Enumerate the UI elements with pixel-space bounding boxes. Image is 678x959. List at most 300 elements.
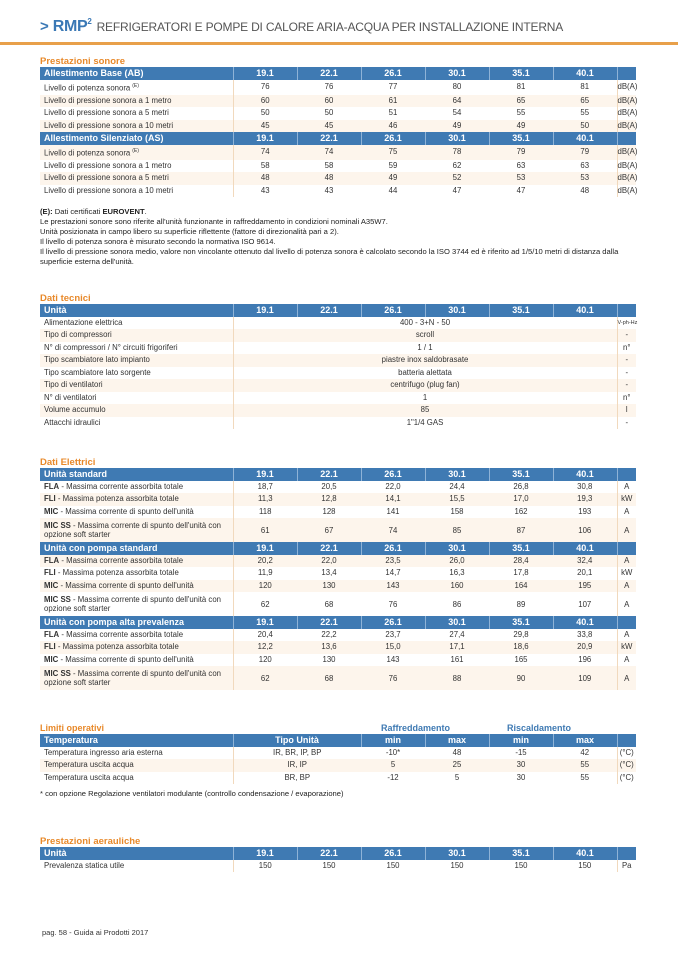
header-unit [617, 847, 636, 860]
row-value: 26,0 [425, 555, 489, 568]
header-model: 26.1 [361, 468, 425, 481]
row-label [40, 641, 233, 654]
note-text: Dati certificati [52, 207, 103, 216]
row-label: Tipo di ventilatori [40, 379, 233, 392]
row-label: N° di ventilatori [40, 392, 233, 405]
row-label-text: Livello di potenza sonora [44, 83, 131, 93]
row-unit: - [617, 354, 636, 367]
row-code: FLA [44, 481, 60, 491]
row-value: 27,4 [425, 629, 489, 642]
section-title: Limiti operativi [40, 723, 105, 733]
header-unit [617, 542, 636, 555]
row-label-text: - Massima potenza assorbita totale [55, 494, 179, 503]
row-unit: dB(A) [617, 120, 636, 133]
row-value: 62 [425, 160, 489, 173]
page-title: REFRIGERATORI E POMPE DI CALORE ARIA-ACQUA PER INSTALLAZIONE INTERNA [96, 20, 564, 34]
table-row [40, 317, 636, 330]
row-value: 400 - 3+N - 50 [233, 317, 617, 330]
table-row [40, 342, 636, 355]
section-title: Prestazioni aerauliche [40, 836, 141, 847]
row-value: 49 [361, 172, 425, 185]
brand-superscript: 2 [87, 17, 92, 26]
header-unit [617, 67, 636, 80]
table-header-row [40, 616, 636, 629]
row-label: Alimentazione elettrica [40, 317, 233, 330]
header-model: 26.1 [361, 542, 425, 555]
row-label-text: Livello di pressione sonora a 10 metri [44, 185, 174, 195]
row-label [40, 80, 233, 95]
row-value: 61 [233, 518, 297, 542]
row-value: -12 [361, 772, 425, 785]
row-label [40, 567, 233, 580]
table-row [40, 379, 636, 392]
table-header-row [40, 468, 636, 481]
brand-name [53, 18, 92, 36]
table-row [40, 592, 636, 616]
row-value: 68 [297, 592, 361, 616]
header-label: Unità con pompa alta prevalenza [40, 616, 233, 629]
row-code: FLA [44, 555, 60, 565]
table-row [40, 629, 636, 642]
cooling-label: Raffreddamento [381, 723, 451, 733]
header-cell [617, 734, 636, 747]
limits-section [40, 723, 636, 798]
header-model: 35.1 [489, 304, 553, 317]
note-bold: EUROVENT [102, 207, 145, 216]
table-header-row [40, 132, 636, 145]
table-row [40, 555, 636, 568]
row-value: 49 [425, 120, 489, 133]
row-value: 162 [489, 506, 553, 519]
row-value: 61 [361, 95, 425, 108]
row-value: 68 [297, 666, 361, 690]
row-value: 13,4 [297, 567, 361, 580]
limits-table [40, 734, 636, 784]
table-header-row [40, 304, 636, 317]
row-value: 85 [425, 518, 489, 542]
row-value: 78 [425, 145, 489, 160]
row-value: 19,3 [553, 493, 617, 506]
row-label [40, 518, 233, 542]
row-value: 106 [553, 518, 617, 542]
row-value: 63 [489, 160, 553, 173]
row-value: 20,9 [553, 641, 617, 654]
row-label-text: - Massima corrente di spunto dell'unità [58, 506, 194, 516]
header-model: 30.1 [425, 132, 489, 145]
row-value: 75 [361, 145, 425, 160]
row-unit: - [617, 379, 636, 392]
row-unit: dB(A) [617, 107, 636, 120]
row-label-text: - Massima corrente di spunto dell'unità con opzione soft starter [44, 521, 221, 539]
note-line: Le prestazioni sonore sono riferite all'unità funzionante in raffreddamento in condizioni nominali A35W7. [40, 217, 388, 226]
header-model: 35.1 [489, 132, 553, 145]
row-value: 13,6 [297, 641, 361, 654]
row-label: Temperatura uscita acqua [40, 772, 233, 785]
row-label [40, 654, 233, 667]
row-value: 196 [553, 654, 617, 667]
header-model: 22.1 [297, 132, 361, 145]
row-value: 90 [489, 666, 553, 690]
row-label-text: - Massima potenza assorbita totale [55, 642, 179, 651]
row-label [40, 107, 233, 120]
row-value: 15,0 [361, 641, 425, 654]
header-cell: max [425, 734, 489, 747]
row-value: 18,6 [489, 641, 553, 654]
row-value: 85 [233, 404, 617, 417]
header-model: 19.1 [233, 304, 297, 317]
row-value: 29,8 [489, 629, 553, 642]
row-value: 48 [233, 172, 297, 185]
row-value: 23,5 [361, 555, 425, 568]
table-header-row [40, 542, 636, 555]
row-label: Temperatura uscita acqua [40, 759, 233, 772]
row-unit: A [617, 666, 636, 690]
row-value: 47 [425, 185, 489, 198]
row-value: 48 [553, 185, 617, 198]
note-line: Unità posizionata in campo libero su superficie riflettente (fattore di direzionalità pari a 2). [40, 227, 339, 236]
row-value: 47 [489, 185, 553, 198]
row-label-sup: (E) [132, 82, 139, 89]
row-label-text: Livello di potenza sonora [44, 148, 131, 158]
header-cell: Tipo Unità [233, 734, 361, 747]
row-label [40, 493, 233, 506]
header-model: 19.1 [233, 847, 297, 860]
row-value: piastre inox saldobrasate [233, 354, 617, 367]
row-value: 74 [297, 145, 361, 160]
row-label [40, 555, 233, 568]
header-model: 35.1 [489, 67, 553, 80]
row-value: 17,8 [489, 567, 553, 580]
row-value: 161 [425, 654, 489, 667]
row-value: 52 [425, 172, 489, 185]
row-value: 24,4 [425, 481, 489, 494]
row-value: 11,3 [233, 493, 297, 506]
table-row [40, 580, 636, 593]
row-label [40, 666, 233, 690]
header-model: 26.1 [361, 847, 425, 860]
row-unit: l [617, 404, 636, 417]
table-row [40, 567, 636, 580]
row-value: 55 [553, 107, 617, 120]
row-label-text: - Massima corrente di spunto dell'unità [58, 654, 194, 664]
row-label-sup: (E) [132, 147, 139, 154]
section-title: Prestazioni sonore [40, 56, 125, 67]
row-value: 28,4 [489, 555, 553, 568]
row-unit: A [617, 629, 636, 642]
row-value: 58 [233, 160, 297, 173]
table-row [40, 772, 636, 785]
row-value: -15 [489, 747, 553, 760]
row-value: 158 [425, 506, 489, 519]
row-unit: A [617, 518, 636, 542]
header-model: 30.1 [425, 542, 489, 555]
row-label [40, 629, 233, 642]
sound-notes [40, 207, 640, 267]
row-value: 89 [489, 592, 553, 616]
header-label: Allestimento Base (AB) [40, 67, 233, 80]
header-model: 40.1 [553, 542, 617, 555]
table-header-row [40, 734, 636, 747]
row-value: 53 [553, 172, 617, 185]
row-label [40, 185, 233, 198]
header-model: 22.1 [297, 542, 361, 555]
header-model: 30.1 [425, 468, 489, 481]
row-value: 118 [233, 506, 297, 519]
table-row [40, 172, 636, 185]
header-cell: Temperatura [40, 734, 233, 747]
table-row [40, 107, 636, 120]
header-model: 35.1 [489, 468, 553, 481]
row-label [40, 506, 233, 519]
limits-footnote: * con opzione Regolazione ventilatori modulante (controllo condensazione / evaporazione) [40, 789, 344, 798]
row-unit: (°C) [617, 772, 636, 785]
row-value: 81 [553, 80, 617, 95]
row-value: 76 [361, 592, 425, 616]
row-value: 150 [233, 860, 297, 873]
row-value: 44 [361, 185, 425, 198]
row-value: 74 [361, 518, 425, 542]
row-label [40, 120, 233, 133]
table-row [40, 481, 636, 494]
row-value: 22,0 [297, 555, 361, 568]
row-value: 1 [233, 392, 617, 405]
row-value: 33,8 [553, 629, 617, 642]
row-value: 15,5 [425, 493, 489, 506]
row-unit: dB(A) [617, 95, 636, 108]
page-footer: pag. 58 - Guida ai Prodotti 2017 [42, 928, 149, 937]
row-unit: (°C) [617, 759, 636, 772]
header-model: 26.1 [361, 304, 425, 317]
row-type: IR, BR, IP, BP [233, 747, 361, 760]
row-label [40, 592, 233, 616]
row-unit: A [617, 555, 636, 568]
row-value: 42 [553, 747, 617, 760]
header-model: 19.1 [233, 132, 297, 145]
row-value: 193 [553, 506, 617, 519]
row-value: 51 [361, 107, 425, 120]
row-value: 20,2 [233, 555, 297, 568]
row-label-text: - Massima corrente assorbita totale [59, 629, 184, 639]
header-model: 40.1 [553, 847, 617, 860]
table-row [40, 392, 636, 405]
chevron-right-icon: > [40, 18, 49, 35]
row-value: 20,5 [297, 481, 361, 494]
row-unit: dB(A) [617, 185, 636, 198]
row-label: Attacchi idraulici [40, 417, 233, 430]
row-label: N° di compressori / N° circuiti frigoriferi [40, 342, 233, 355]
table-row [40, 185, 636, 198]
table-row [40, 404, 636, 417]
aero-section [40, 836, 636, 872]
table-row [40, 80, 636, 95]
row-unit: V-ph-Hz [617, 317, 636, 330]
header-model: 35.1 [489, 616, 553, 629]
row-value: 50 [553, 120, 617, 133]
row-unit: A [617, 592, 636, 616]
row-unit: kW [617, 641, 636, 654]
header-model: 22.1 [297, 616, 361, 629]
table-row [40, 747, 636, 760]
header-unit [617, 468, 636, 481]
row-value: 80 [425, 80, 489, 95]
row-code: MIC SS [44, 669, 71, 678]
header-model: 22.1 [297, 847, 361, 860]
row-type: BR, BP [233, 772, 361, 785]
row-label-text: Livello di pressione sonora a 5 metri [44, 108, 169, 118]
row-unit: - [617, 329, 636, 342]
row-label [40, 481, 233, 494]
row-value: 130 [297, 580, 361, 593]
row-value: 76 [361, 666, 425, 690]
row-value: 130 [297, 654, 361, 667]
row-value: 141 [361, 506, 425, 519]
tech-section [40, 293, 636, 429]
section-title: Dati Elettrici [40, 457, 96, 468]
row-value: 107 [553, 592, 617, 616]
row-value: 81 [489, 80, 553, 95]
header-cell: max [553, 734, 617, 747]
header-label: Unità standard [40, 468, 233, 481]
row-value: 17,1 [425, 641, 489, 654]
row-label: Prevalenza statica utile [40, 860, 233, 873]
row-code: FLI [44, 494, 56, 503]
row-unit: - [617, 417, 636, 430]
row-label: Tipo scambiatore lato impianto [40, 354, 233, 367]
section-title: Dati tecnici [40, 293, 91, 304]
row-value: 55 [489, 107, 553, 120]
row-value: 32,4 [553, 555, 617, 568]
row-value: 79 [553, 145, 617, 160]
header-model: 30.1 [425, 67, 489, 80]
header-label: Unità [40, 847, 233, 860]
table-row [40, 160, 636, 173]
row-unit: dB(A) [617, 80, 636, 95]
row-unit: (°C) [617, 747, 636, 760]
row-value: 86 [425, 592, 489, 616]
row-value: 62 [233, 592, 297, 616]
row-code: MIC SS [44, 521, 71, 530]
note-line: Il livello di potenza sonora è misurato secondo la normativa ISO 9614. [40, 237, 276, 246]
header-model: 22.1 [297, 67, 361, 80]
row-value: 79 [489, 145, 553, 160]
row-value: 49 [489, 120, 553, 133]
row-label [40, 145, 233, 160]
row-unit: dB(A) [617, 145, 636, 160]
tech-table [40, 304, 636, 429]
header-cell: min [361, 734, 425, 747]
row-value: 23,7 [361, 629, 425, 642]
row-unit: n° [617, 392, 636, 405]
row-code: FLI [44, 568, 56, 577]
note-line: Il livello di pressione sonora medio, valore non vincolante ottenuto dal livello di potenza sonora è calcolato secondo la ISO 3744 ed è riferito ad 1/5/10 metri di distanza dalla superficie esterna dell'unità. [40, 247, 619, 266]
sound-table [40, 67, 636, 197]
row-value: 65 [489, 95, 553, 108]
header-label: Unità [40, 304, 233, 317]
row-value: 120 [233, 654, 297, 667]
table-row [40, 95, 636, 108]
header-model: 26.1 [361, 616, 425, 629]
row-code: FLI [44, 642, 56, 651]
row-value: 150 [425, 860, 489, 873]
note-prefix: (E): [40, 207, 53, 216]
table-row [40, 518, 636, 542]
row-unit: n° [617, 342, 636, 355]
header-model: 22.1 [297, 468, 361, 481]
row-value: 150 [297, 860, 361, 873]
row-code: MIC [44, 580, 59, 590]
note-end: . [144, 207, 147, 216]
row-label-text: - Massima corrente di spunto dell'unità [58, 580, 194, 590]
row-label-text: Livello di pressione sonora a 5 metri [44, 173, 169, 183]
header-model: 40.1 [553, 616, 617, 629]
row-code: FLA [44, 629, 60, 639]
row-value: scroll [233, 329, 617, 342]
row-unit: - [617, 367, 636, 380]
table-row [40, 493, 636, 506]
row-label-text: - Massima corrente assorbita totale [59, 555, 184, 565]
header-cell: min [489, 734, 553, 747]
row-label: Volume accumulo [40, 404, 233, 417]
row-unit: A [617, 481, 636, 494]
row-value: 60 [233, 95, 297, 108]
table-row [40, 367, 636, 380]
row-label-text: - Massima potenza assorbita totale [55, 568, 179, 577]
row-label [40, 172, 233, 185]
row-value: 18,7 [233, 481, 297, 494]
row-value: 77 [361, 80, 425, 95]
row-value: 12,2 [233, 641, 297, 654]
row-value: 30 [489, 772, 553, 785]
row-value: 16,3 [425, 567, 489, 580]
row-value: 64 [425, 95, 489, 108]
header-model: 40.1 [553, 132, 617, 145]
row-value: 20,4 [233, 629, 297, 642]
row-value: 150 [553, 860, 617, 873]
row-value: 128 [297, 506, 361, 519]
aero-table [40, 847, 636, 872]
brand-text: RMP [52, 18, 88, 35]
row-value: 5 [361, 759, 425, 772]
table-row [40, 329, 636, 342]
table-header-row [40, 847, 636, 860]
table-row [40, 506, 636, 519]
row-value: batteria alettata [233, 367, 617, 380]
row-value: 55 [553, 759, 617, 772]
row-value: 76 [233, 80, 297, 95]
row-value: 53 [489, 172, 553, 185]
row-value: 62 [233, 666, 297, 690]
row-value: 22,2 [297, 629, 361, 642]
row-label: Tipo scambiatore lato sorgente [40, 367, 233, 380]
row-unit: A [617, 580, 636, 593]
row-value: 25 [425, 759, 489, 772]
row-value: 67 [297, 518, 361, 542]
row-value: 150 [489, 860, 553, 873]
row-label [40, 95, 233, 108]
header-model: 30.1 [425, 847, 489, 860]
table-row [40, 120, 636, 133]
row-unit: kW [617, 567, 636, 580]
row-value: 74 [233, 145, 297, 160]
header-label: Unità con pompa standard [40, 542, 233, 555]
row-value: 55 [553, 772, 617, 785]
header-model: 35.1 [489, 847, 553, 860]
header-model: 35.1 [489, 542, 553, 555]
row-value: 17,0 [489, 493, 553, 506]
header-model: 40.1 [553, 468, 617, 481]
table-row [40, 354, 636, 367]
row-value: 30 [489, 759, 553, 772]
